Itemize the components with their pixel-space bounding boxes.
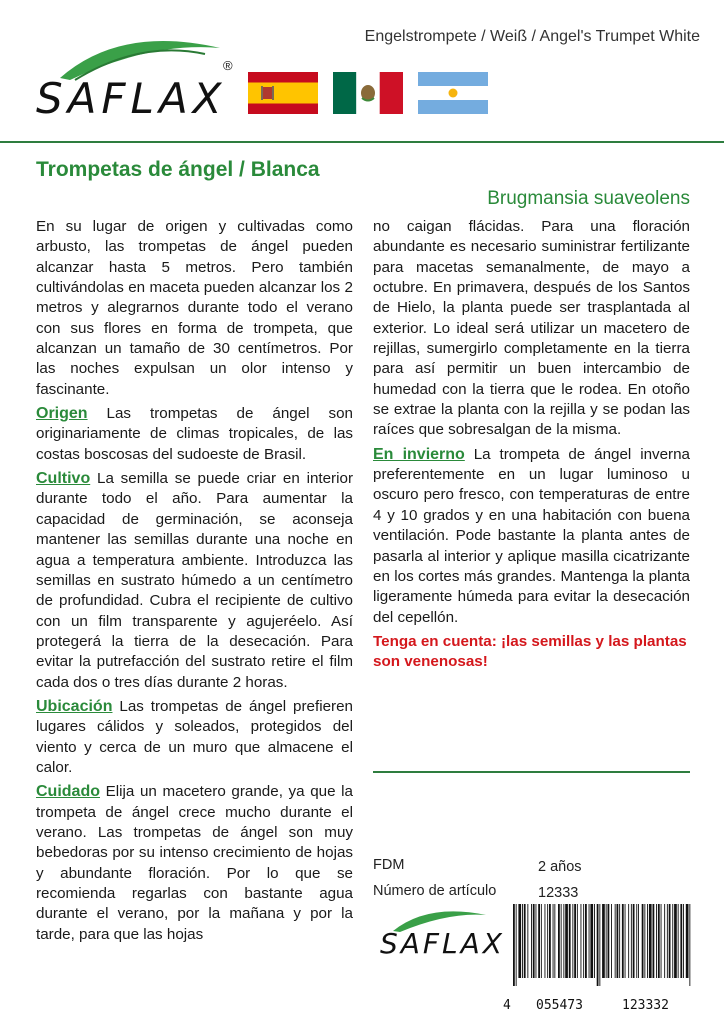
variety-line: Engelstrompete / Weiß / Angel's Trumpet White — [364, 28, 700, 45]
barcode-bar — [667, 904, 668, 978]
barcode-bar — [617, 904, 619, 978]
brand-name: SAFLAX — [36, 74, 227, 123]
article-label: Número de artículo — [373, 883, 497, 899]
barcode-bar — [611, 904, 612, 978]
flag-spain — [248, 72, 318, 114]
barcode-bar — [563, 904, 564, 978]
flag-mexico — [333, 72, 403, 114]
barcode-bar — [615, 904, 616, 978]
cultivo-heading: Cultivo — [36, 470, 91, 488]
barcode-bar — [625, 904, 626, 978]
barcode-bar — [516, 904, 517, 986]
toxicity-warning: Tenga en cuenta: ¡las semillas y las plantas son venenosas! — [373, 632, 687, 671]
footer-brand-logo — [378, 905, 505, 975]
barcode-bar — [628, 904, 629, 978]
cuidado-heading: Cuidado — [36, 783, 100, 801]
barcode-bar — [538, 904, 540, 978]
cuidado-text: Elija un macetero grande, ya que la trompeta de ángel crece mucho durante el verano. Las trompetas de ángel son muy bebedoras por su intenso crecimiento de hojas y abundante floración. Por lo que se recomienda regarlas con bastante agua durante el verano, por la mañana y por la tarde, para que las hojas — [36, 783, 353, 943]
barcode-bar — [658, 904, 660, 978]
article-value: 12333 — [538, 885, 579, 901]
barcode-bar — [597, 904, 599, 986]
barcode-bar — [585, 904, 587, 978]
barcode-bar — [533, 904, 535, 978]
cultivo-paragraph — [36, 469, 353, 693]
barcode-bar — [599, 904, 600, 986]
barcode-bar — [622, 904, 624, 978]
barcode-bar — [683, 904, 684, 978]
barcode-bar — [647, 904, 648, 978]
barcode-bar — [680, 904, 682, 978]
barcode-bar — [581, 904, 582, 978]
barcode-bar — [524, 904, 526, 978]
barcode-bar — [661, 904, 662, 978]
barcode-bar — [541, 904, 542, 978]
barcode-bar — [638, 904, 639, 978]
barcode-bar — [547, 904, 548, 978]
origen-heading: Origen — [36, 405, 88, 423]
meta-rule — [373, 771, 690, 773]
barcode-bar — [686, 904, 689, 978]
barcode-bar — [674, 904, 677, 978]
invierno-paragraph — [373, 445, 690, 628]
barcode-bar — [522, 904, 523, 978]
latin-name: Brugmansia suaveolens — [487, 188, 690, 209]
barcode-bar — [669, 904, 671, 978]
left-column — [36, 217, 353, 949]
footer-brand-name: SAFLAX — [380, 927, 505, 960]
ubicacion-paragraph — [36, 697, 353, 778]
cultivo-text: La semilla se puede criar en interior durante todo el año. Para aumentar la capacidad de germinación, se aconseja mantener las semillas durante una noche en agua a temperatura ambiente. Introduzca las semillas en sustrato húmedo a un centímetro de profundidad. Cubra el recipiente de cultivo con un film transparente y agujeréelo. Así protegerá la tierra de la desecación. Para evitar la putrefacción del sustrato retire el film cada dos o tres días durante 2 horas. — [36, 470, 353, 691]
barcode-bar — [664, 904, 665, 978]
barcode-bar — [536, 904, 537, 978]
barcode-bar — [569, 904, 571, 978]
header-rule — [0, 141, 724, 143]
barcode-bar — [608, 904, 610, 978]
ubicacion-text: Las trompetas de ángel prefieren lugares cálidos y soleados, protegidos del viento y cerca de un muro que almacene el calor. — [36, 697, 353, 776]
barcode-bar — [513, 904, 515, 986]
barcode-digit-first: 4 — [503, 998, 511, 1013]
barcode-bar — [633, 904, 635, 978]
right-column — [373, 217, 690, 677]
barcode-bar — [642, 904, 644, 978]
barcode-bar — [554, 904, 555, 978]
barcode-bar — [558, 904, 560, 978]
continuation-paragraph: no caigan flácidas. Para una floración abundante es necesario suministrar fertilizante para macetas semanalmente, de mayo a octubre. En primavera, después de los Santos de Hielo, la planta puede ser trasplantada al exterior. Lo ideal será utilizar un macetero de rejillas, sumergirlo completamente en la tierra para así permitir un buen intercambio de humedad con la tierra que le rodea. En otoño se extrae la planta con la rejilla y se podan las raíces que sobresalgan de la misma. — [373, 218, 690, 439]
flag-argentina — [418, 72, 488, 114]
invierno-text: La trompeta de ángel inverna preferentemente en un lugar luminoso u oscuro pero fresco, con temperaturas de entre 4 y 10 grados y en una habitación con buena ventilación. Pode bastante la planta antes de pasarla al interior y aplique masilla cicatrizante en los cortes más grandes. Mantenga la planta ligeramente húmeda para evitar la desecación del cepellón. — [373, 445, 691, 626]
ubicacion-heading: Ubicación — [36, 697, 113, 715]
registered-mark: ® — [223, 58, 233, 73]
barcode-bar — [678, 904, 679, 978]
barcode-bar — [653, 904, 655, 978]
barcode-bar — [527, 904, 528, 978]
fdm-value: 2 años — [538, 859, 582, 875]
invierno-heading: En invierno — [373, 445, 465, 463]
barcode-bar — [590, 904, 593, 978]
brand-logo — [30, 30, 245, 125]
product-title: Trompetas de ángel / Blanca — [36, 158, 320, 181]
barcode-bar — [689, 904, 690, 986]
barcode-bar — [606, 904, 607, 978]
barcode-bar — [518, 904, 521, 978]
ean-barcode — [503, 904, 693, 986]
barcode-bar — [565, 904, 568, 978]
intro-paragraph: En su lugar de origen y cultivadas como arbusto, las trompetas de ángel pueden alcanzar hasta 5 metros. Pero también cultivándolas en maceta pueden alcanzar los 2 metros y alegrarnos durante todo el verano con sus flores en forma de trompeta, que alcanzan un tamaño de 30 centímetros. Por las noches expulsan un olor intenso y fascinante. — [36, 218, 353, 398]
barcode-bar — [583, 904, 584, 978]
barcode-bar — [672, 904, 673, 978]
barcode-bar — [619, 904, 620, 978]
barcode-bar — [589, 904, 590, 978]
barcode-bar — [572, 904, 573, 978]
barcode-bar — [574, 904, 576, 978]
origen-text: Las trompetas de ángel son originariamente de climas tropicales, de las costas boscosas del sudoeste de Brasil. — [36, 405, 353, 463]
barcode-bar — [649, 904, 652, 978]
barcode-bar — [545, 904, 546, 978]
barcode-bar — [553, 904, 554, 978]
barcode-digits-right: 123332 — [622, 998, 669, 1013]
barcode-bar — [644, 904, 645, 978]
fdm-label: FDM — [373, 857, 405, 873]
barcode-bar — [549, 904, 551, 978]
barcode-bar — [602, 904, 605, 978]
barcode-bar — [561, 904, 562, 978]
cuidado-paragraph — [36, 782, 353, 945]
barcode-bar — [594, 904, 595, 978]
barcode-bar — [631, 904, 632, 978]
barcode-bar — [577, 904, 578, 978]
origen-paragraph — [36, 404, 353, 465]
barcode-bar — [531, 904, 532, 978]
barcode-bar — [636, 904, 637, 978]
barcode-digits-left: 055473 — [536, 998, 583, 1013]
barcode-bar — [656, 904, 657, 978]
